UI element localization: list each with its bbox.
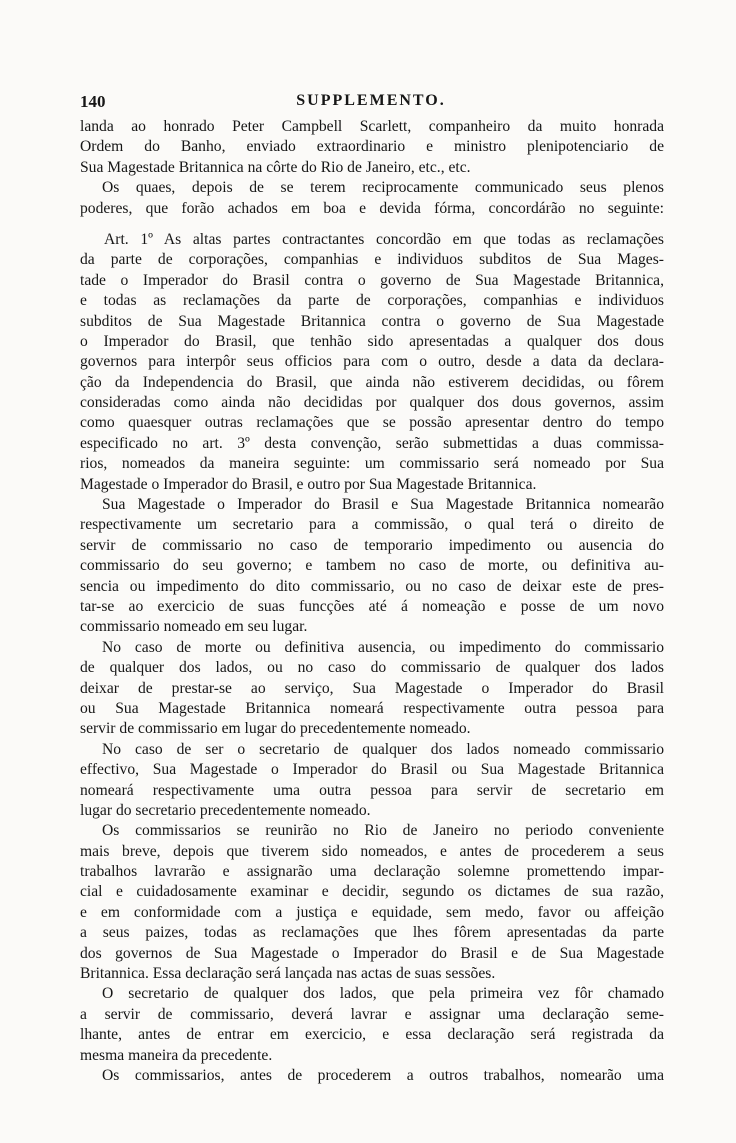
text-line: servir de commissario no caso de temporario impedimento ou ausencia do	[80, 536, 664, 554]
text-line: cial e cuidadosamente examinar e decidir, segundo os dictames de sua razão,	[80, 883, 664, 901]
text-line: a servir de commissario, deverá lavrar e assignar uma declaração seme-	[80, 1005, 664, 1023]
text-line: landa ao honrado Peter Campbell Scarlett, companheiro da muito honrada	[80, 118, 664, 135]
paragraph-morte	[80, 638, 664, 740]
page-number: 140	[80, 92, 106, 111]
text-line: Os commissarios se reunirão no Rio de Janeiro no periodo conveniente	[102, 822, 664, 840]
text-line: e em conformidade com a justiça e equidade, sem medo, favor ou affeição	[80, 903, 664, 921]
text-line: governos para interpôr seus officios para com o outro, desde a data da declara-	[80, 353, 664, 371]
text-line: mais breve, depois que tiverem sido nomeados, e antes de procederem a seus	[80, 842, 664, 860]
paragraph-secretario	[80, 495, 664, 638]
text-line: Os commissarios, antes de procederem a outros trabalhos, nomearão uma	[102, 1066, 664, 1084]
text-line: e todas as reclamações da parte de corporações, companhias e individuos	[80, 292, 664, 310]
text-line: mesma maneira da precedente.	[80, 1046, 273, 1064]
text-line: consideradas como ainda não decididas por qualquer dos dous governos, assim	[80, 394, 664, 412]
text-line: Britannica. Essa declaração será lançada nas actas de suas sessões.	[80, 965, 496, 983]
text-line: deixar de prestar-se ao serviço, Sua Magestade o Imperador do Brasil	[80, 679, 664, 697]
running-head: SUPPLEMENTO.	[296, 92, 446, 109]
intro-paragraph	[80, 117, 664, 178]
text-line: sencia ou impedimento do dito commissario, ou no caso de deixar este de pres-	[80, 577, 664, 595]
text-line: trabalhos lavrarão e assignarão uma declaração solemne promettendo impar-	[80, 863, 664, 881]
text-line: como quaesquer outras reclamações que se possão apresentar dentro do tempo	[80, 414, 664, 432]
text-line: ou Sua Magestade Britannica nomeará respectivamente outra pessoa para	[80, 699, 664, 717]
text-line: respectivamente um secretario para a commissão, o qual terá o direito de	[80, 516, 664, 534]
text-line: tade o Imperador do Brasil contra o governo de Sua Magestade Britannica,	[80, 271, 664, 289]
article-label: Art. 1º	[104, 230, 154, 248]
article-first-line-text: As altas partes contractantes concordão em que todas as reclamações	[163, 230, 664, 248]
text-line: servir de commissario em lugar do precedentemente nomeado.	[80, 720, 471, 738]
text-line: Os quaes, depois de se terem reciprocamente communicado seus plenos	[102, 179, 664, 197]
text-line: tar-se ao exercicio de suas funcções até á nomeação e posse de um novo	[80, 597, 664, 615]
text-line: commissario nomeado em seu lugar.	[80, 618, 308, 636]
text-line: lugar do secretario precedentemente nomeado.	[80, 801, 371, 819]
text-line: O secretario de qualquer dos lados, que pela primeira vez fôr chamado	[102, 985, 664, 1003]
quaes-paragraph	[80, 178, 664, 219]
text-line: commissario do seu governo; e tambem no caso de morte, ou definitiva au-	[80, 557, 664, 575]
paragraph-final	[80, 1066, 664, 1086]
text-line: poderes, que forão achados em boa e devida fórma, concordárão no seguinte:	[80, 199, 664, 217]
paragraph-declaracao	[80, 984, 664, 1066]
text-line: Sua Magestade Britannica na côrte do Rio de Janeiro, etc., etc.	[80, 158, 471, 176]
text-line: Ordem do Banho, enviado extraordinario e ministro plenipotenciario de	[80, 138, 664, 156]
paragraph-reuniao	[80, 821, 664, 984]
text-line: No caso de ser o secretario de qualquer dos lados nomeado commissario	[102, 740, 664, 758]
text-line: No caso de morte ou definitiva ausencia, ou impedimento do commissario	[102, 638, 664, 656]
document-body	[80, 117, 664, 1086]
paragraph-commissario-effectivo	[80, 740, 664, 822]
text-line: rios, nomeados da maneira seguinte: um commissario será nomeado por Sua	[80, 455, 664, 473]
text-line: lhante, antes de entrar em exercicio, e essa declaração será registrada da	[80, 1026, 664, 1044]
text-line: nomeará respectivamente uma outra pessoa para servir de secretario em	[80, 781, 664, 799]
article-first-line	[80, 230, 664, 250]
text-line: da parte de corporações, companhias e individuos subditos de Sua Mages-	[80, 251, 664, 269]
text-line: de qualquer dos lados, ou no caso do commissario de qualquer dos lados	[80, 659, 664, 677]
text-line: Magestade o Imperador do Brasil, e outro por Sua Magestade Britannica.	[80, 475, 537, 493]
text-line: Sua Magestade o Imperador do Brasil e Sua Magestade Britannica nomearão	[102, 496, 664, 514]
text-line: o Imperador do Brasil, que tenhão sido apresentadas a qualquer dos dous	[80, 332, 664, 350]
text-line: dos governos de Sua Magestade o Imperador do Brasil e de Sua Magestade	[80, 944, 664, 962]
page-header	[80, 92, 662, 114]
text-line: a seus paizes, todas as reclamações que lhes fôrem apresentadas da parte	[80, 924, 664, 942]
text-line: especificado no art. 3º desta convenção, serão submettidas a duas commissa-	[80, 434, 664, 452]
article-1	[80, 230, 664, 495]
text-line: ção da Independencia do Brasil, que ainda não estiverem decididas, ou fôrem	[80, 373, 664, 391]
text-line: effectivo, Sua Magestade o Imperador do Brasil ou Sua Magestade Britannica	[80, 761, 664, 779]
text-line: subditos de Sua Magestade Britannica contra o governo de Sua Magestade	[80, 312, 664, 330]
